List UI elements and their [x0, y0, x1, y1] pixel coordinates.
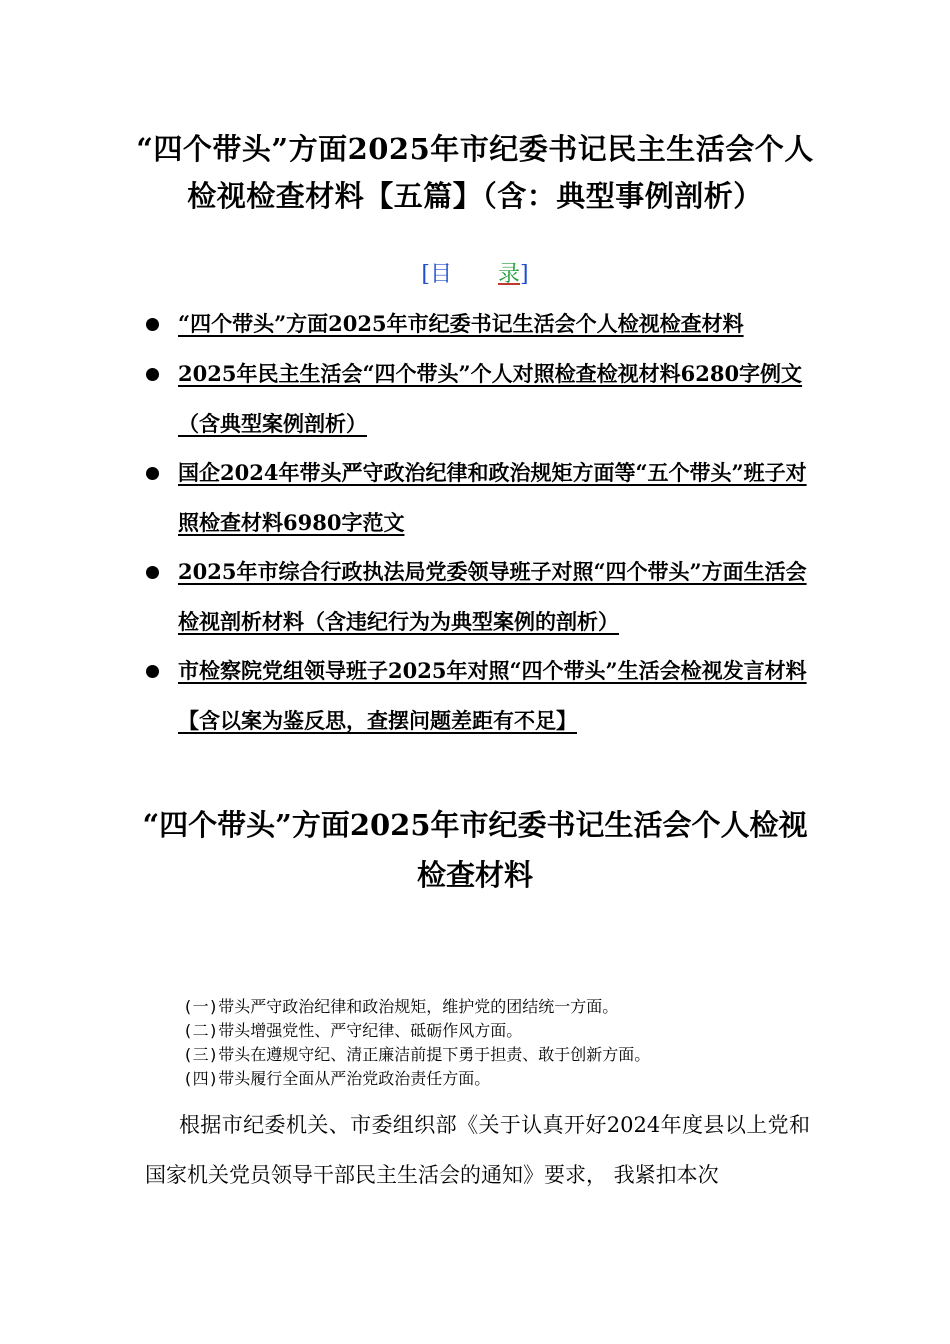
toc-link[interactable]: 国企2024年带头严守政治纪律和政治规矩方面等“五个带头”班子对照检查材料6980字范文	[178, 460, 807, 535]
toc-heading-lu[interactable]: 录	[498, 262, 521, 287]
toc-heading	[0, 260, 950, 290]
section-title: “四个带头”方面2025年市纪委书记生活会个人检视检查材料	[142, 808, 808, 892]
bullet-icon	[146, 665, 159, 678]
point-item: (四)带头履行全面从严治党政治责任方面。	[183, 1069, 491, 1088]
toc-link[interactable]: 2025年民主生活会“四个带头”个人对照检查检视材料6280字例文（含典型案例剖析）	[178, 361, 803, 436]
toc-link[interactable]: 市检察院党组领导班子2025年对照“四个带头”生活会检视发言材料【含以案为鉴反思，查摆问题差距有不足】	[178, 658, 807, 733]
bullet-icon	[146, 368, 159, 381]
body-paragraph: 根据市纪委机关、市委组织部《关于认真开好2024年度县以上党和国家机关党员领导干部民主生活会的通知》要求， 我紧扣本次	[145, 1113, 810, 1187]
point-item: (一)带头严守政治纪律和政治规矩，维护党的团结统一方面。	[183, 997, 619, 1016]
toc-link[interactable]: 2025年市综合行政执法局党委领导班子对照“四个带头”方面生活会检视剖析材料（含违纪行为为典型案例的剖析）	[178, 559, 807, 634]
toc-heading-mu[interactable]: 目	[429, 262, 452, 287]
toc-open-bracket: [	[421, 262, 430, 287]
toc-link[interactable]: “四个带头”方面2025年市纪委书记生活会个人检视检查材料	[178, 311, 744, 336]
toc-close-bracket: ]	[520, 262, 529, 287]
document-title: “四个带头”方面2025年市纪委书记民主生活会个人检视检查材料【五篇】（含：典型事例剖析）	[136, 132, 814, 213]
points-list	[183, 995, 823, 1091]
bullet-icon	[146, 467, 159, 480]
bullet-icon	[146, 566, 159, 579]
point-item: (三)带头在遵规守纪、清正廉洁前提下勇于担责、敢于创新方面。	[183, 1045, 651, 1064]
bullet-icon	[146, 318, 159, 331]
point-item: (二)带头增强党性、严守纪律、砥砺作风方面。	[183, 1021, 523, 1040]
